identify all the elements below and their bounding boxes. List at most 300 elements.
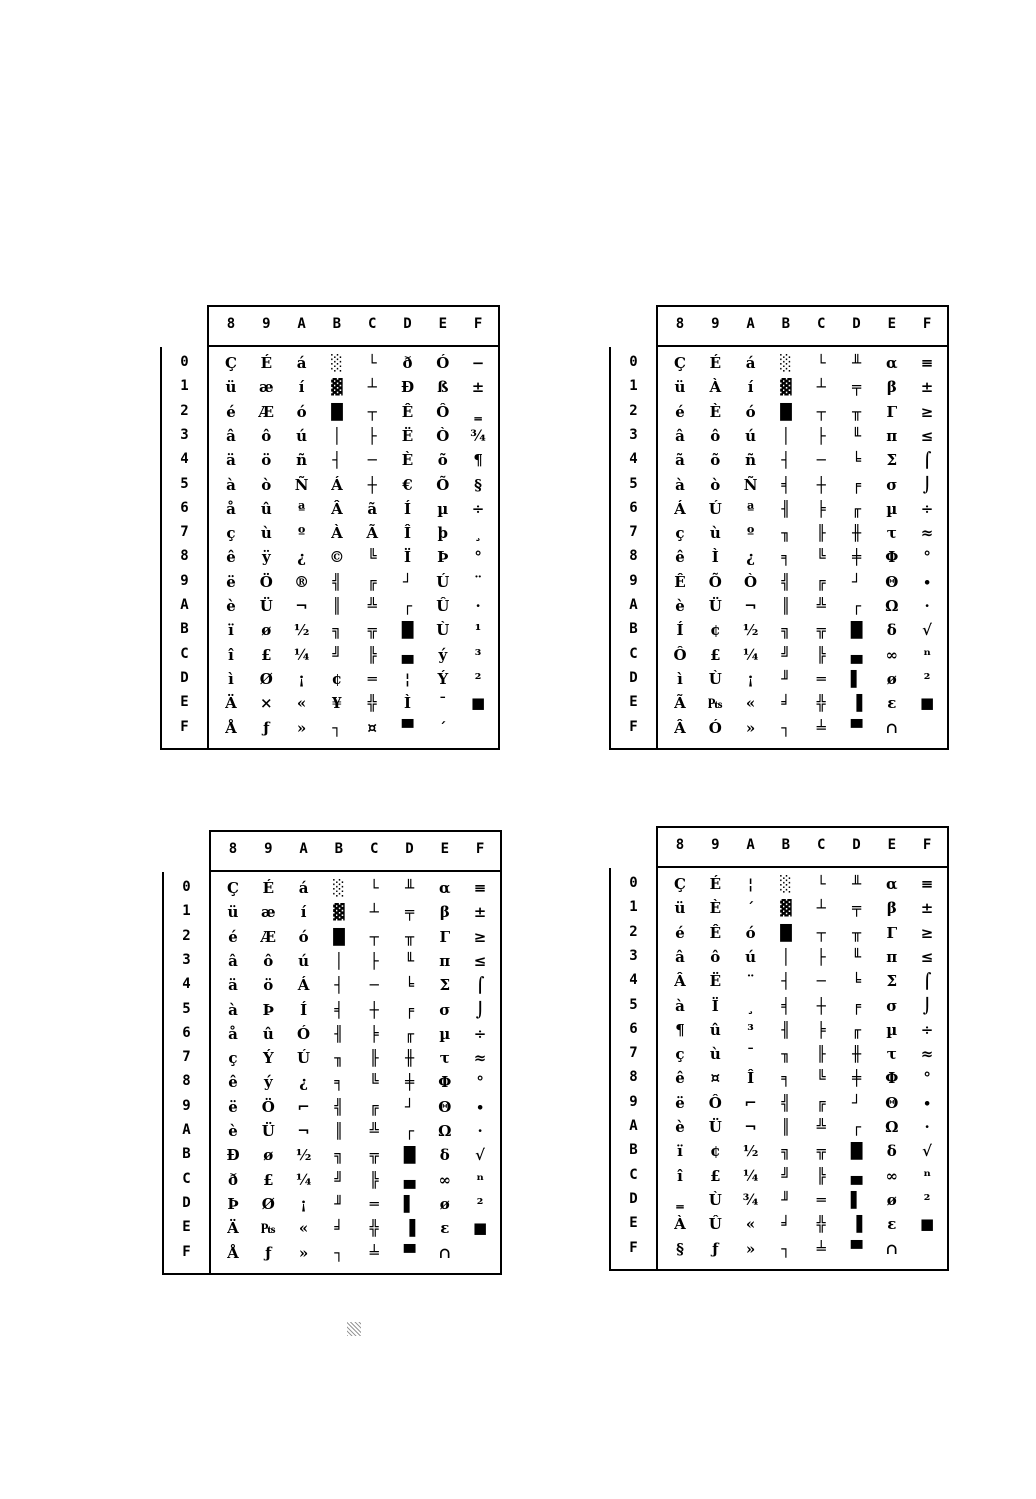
column-header: F	[473, 316, 483, 332]
table-cell: ì	[677, 669, 683, 688]
table-cell: σ	[439, 1000, 451, 1019]
table-cell: Â	[674, 718, 686, 737]
table-cell: ╚	[367, 548, 377, 567]
table-cell: ε	[887, 1215, 897, 1234]
column-header: 9	[264, 841, 273, 857]
row-header: B	[182, 1146, 191, 1163]
table-cell: ≤	[473, 951, 487, 970]
table-cell: ¯	[439, 694, 447, 713]
table-cell: █	[403, 1146, 416, 1165]
table-cell: Ü	[261, 1122, 275, 1140]
row-header: 7	[182, 1049, 191, 1066]
table-cell: ±	[473, 903, 487, 922]
table-cell: ╝	[781, 1166, 791, 1185]
table-cell: ε	[440, 1219, 450, 1238]
table-cell: §	[676, 1239, 684, 1258]
table-cell: ë	[675, 1093, 685, 1112]
table-cell: ╜	[781, 669, 791, 688]
table-cell: ≥	[920, 923, 934, 942]
row-header: A	[629, 1118, 638, 1134]
table-cell: Ω	[438, 1122, 452, 1140]
column-header: F	[922, 837, 932, 853]
table-cell: ñ	[296, 451, 308, 470]
table-cell: ý	[438, 645, 448, 664]
table-cell: ·	[477, 1122, 483, 1140]
table-cell: ¢	[710, 1142, 721, 1161]
table-cell: ½	[295, 1146, 312, 1165]
table-cell: ó	[296, 402, 307, 421]
table-cell: δ	[886, 1142, 897, 1161]
table-cell: ╧	[816, 1239, 826, 1258]
table-cell: ╝	[332, 645, 342, 664]
table-cell: ═	[816, 669, 826, 688]
table-cell: Î	[747, 1069, 755, 1088]
table-cell: ç	[675, 524, 685, 543]
row-header: 2	[180, 402, 189, 419]
table-cell: └	[816, 875, 826, 893]
table-cell: ¡	[300, 1194, 307, 1213]
table-cell: ▌	[850, 1190, 863, 1209]
table-cell: ¡	[298, 669, 305, 688]
table-cell: ₧	[708, 694, 723, 713]
table-cell: ê	[226, 548, 236, 567]
table-cell: ≈	[473, 1049, 487, 1068]
row-header: 1	[180, 378, 189, 395]
table-cell: î	[677, 1166, 683, 1185]
table-cell: ▐	[850, 1215, 863, 1234]
row-header: 9	[180, 572, 189, 589]
table-cell: ╣	[781, 1093, 791, 1112]
table-cell: σ	[886, 996, 898, 1015]
row-header: 3	[629, 947, 638, 964]
code-page-table-3	[162, 830, 502, 1275]
row-header: 0	[182, 879, 191, 895]
row-header-divider	[209, 832, 211, 1273]
table-cell: Θ	[885, 1093, 899, 1112]
table-cell: é	[226, 402, 236, 421]
table-cell: ¿	[746, 548, 755, 567]
row-header: C	[629, 645, 638, 662]
table-cell: ú	[298, 951, 310, 970]
table-cell: ⁿ	[923, 1166, 931, 1185]
table-cell: ▄	[850, 1166, 863, 1185]
table-cell: Ã	[674, 694, 686, 713]
table-cell: ╢	[781, 499, 791, 518]
table-cell: ú	[745, 947, 757, 966]
table-cell: â	[675, 947, 685, 966]
table-cell: ô	[261, 426, 272, 445]
table-cell: ╧	[369, 1243, 379, 1262]
table-cell: ▄	[850, 645, 863, 664]
table-cell: È	[709, 402, 722, 421]
table-cell: Õ	[708, 572, 722, 591]
table-cell: Í	[676, 621, 684, 640]
table-cell: ╞	[816, 1020, 826, 1039]
column-header: E	[887, 316, 897, 332]
table-cell: π	[439, 951, 451, 970]
table-cell: ╓	[404, 1024, 415, 1043]
table-cell: ┌	[851, 597, 862, 615]
table-cell: Û	[436, 597, 450, 615]
table-cell: ╥	[404, 927, 415, 946]
table-cell: ÿ	[261, 548, 271, 567]
table-cell: ▐	[850, 694, 863, 713]
table-cell: ¼	[742, 645, 759, 664]
table-cell: ╦	[816, 1142, 826, 1161]
table-cell: ¹	[474, 621, 482, 640]
table-cell: §	[474, 475, 483, 494]
table-cell: è	[675, 1118, 685, 1136]
table-cell: é	[228, 927, 238, 946]
table-cell: ├	[367, 426, 377, 445]
table-cell: ╩	[367, 597, 377, 615]
row-header: 9	[629, 1093, 638, 1110]
table-cell: á	[296, 354, 307, 372]
table-cell: ╤	[851, 378, 862, 397]
table-cell: ü	[674, 378, 686, 397]
table-cell: ½	[742, 621, 759, 640]
table-cell: └	[367, 354, 377, 372]
table-cell: ╙	[851, 947, 862, 966]
table-cell: ╦	[367, 621, 377, 640]
table-cell: ‗	[676, 1190, 684, 1209]
table-cell: ²	[476, 1194, 484, 1213]
table-cell: Γ	[886, 923, 898, 942]
table-cell: ³	[474, 645, 482, 664]
table-cell: ®	[294, 572, 310, 591]
table-cell: ├	[816, 426, 826, 445]
row-header: 7	[629, 524, 638, 541]
table-cell: ô	[710, 947, 721, 966]
table-cell: ô	[263, 951, 274, 970]
table-cell: Ú	[436, 572, 450, 591]
table-cell: ╤	[851, 899, 862, 918]
column-header: 9	[711, 837, 720, 853]
table-cell: ┐	[781, 1239, 791, 1258]
table-cell: Î	[403, 524, 412, 543]
table-cell: ×	[260, 694, 273, 713]
table-cell: ╠	[367, 645, 377, 664]
table-cell: Þ	[262, 1000, 274, 1019]
table-cell: ╩	[369, 1122, 379, 1140]
table-cell: ╫	[851, 1045, 862, 1064]
table-cell: ¢	[331, 669, 343, 688]
row-header: 5	[182, 1000, 191, 1017]
table-cell: ò	[710, 475, 721, 494]
table-cell: ┐	[781, 718, 791, 737]
table-cell: Ë	[709, 972, 722, 991]
table-cell: Ø	[259, 669, 273, 688]
table-cell: Ô	[708, 1093, 722, 1112]
table-cell: │	[334, 951, 344, 970]
table-cell: ╕	[334, 1073, 344, 1092]
table-cell: »	[298, 1243, 309, 1262]
table-cell: ╔	[816, 1093, 826, 1112]
table-cell: â	[226, 426, 236, 445]
column-header: D	[403, 316, 412, 332]
column-header: E	[438, 316, 448, 332]
table-cell: √	[475, 1146, 486, 1165]
table-cell: Ç	[227, 879, 239, 897]
table-cell: æ	[260, 903, 276, 922]
table-cell: é	[675, 402, 685, 421]
table-cell: ê	[228, 1073, 238, 1092]
column-header: A	[297, 316, 306, 332]
table-cell: ⁿ	[476, 1170, 484, 1189]
table-cell: ╣	[781, 572, 791, 591]
column-header: 8	[675, 837, 685, 853]
table-cell: Θ	[885, 572, 899, 591]
table-cell: ╚	[369, 1073, 379, 1092]
table-cell: Ù	[708, 669, 722, 688]
table-cell: ╗	[334, 1146, 344, 1165]
table-cell: ⌐	[744, 1093, 757, 1112]
table-cell: ´	[439, 718, 447, 737]
table-cell: █	[333, 927, 345, 946]
table-cell: ┘	[404, 1097, 415, 1116]
table-cell: û	[262, 1024, 274, 1043]
column-header: C	[816, 837, 826, 853]
table-cell: ü	[227, 903, 239, 922]
table-cell: ≈	[920, 524, 934, 543]
table-cell: ƒ	[265, 1243, 272, 1262]
row-header: 8	[180, 548, 189, 565]
table-cell: ¶	[675, 1020, 685, 1039]
table-cell: ░	[780, 354, 792, 372]
table-cell: ü	[674, 899, 686, 918]
table-cell: ³	[747, 1020, 754, 1039]
table-cell: Æ	[258, 402, 275, 421]
row-header: 0	[629, 354, 638, 370]
table-cell: Í	[403, 499, 412, 518]
table-cell: ‗	[474, 402, 482, 421]
row-header: 6	[629, 1020, 638, 1037]
row-header: 1	[629, 899, 638, 916]
table-cell: ∞	[438, 1170, 452, 1189]
table-cell: ≡	[920, 875, 934, 893]
table-cell: ╛	[781, 694, 791, 713]
table-cell: ã	[675, 451, 685, 470]
row-header: 4	[180, 451, 189, 468]
column-header: B	[781, 837, 791, 853]
table-cell: ∩	[885, 1239, 899, 1258]
row-header: 1	[629, 378, 638, 395]
table-cell: ì	[228, 669, 234, 688]
row-header-divider	[656, 307, 658, 748]
table-cell: ╜	[334, 1194, 344, 1213]
table-cell: ░	[331, 354, 343, 372]
table-cell: ╡	[781, 475, 791, 494]
stray-shade-mark	[347, 1322, 361, 1336]
row-header: A	[629, 597, 638, 613]
table-cell: â	[228, 951, 238, 970]
table-cell: ö	[261, 451, 272, 470]
table-cell: Ì	[711, 548, 719, 567]
row-header: C	[180, 645, 189, 662]
table-cell: É	[709, 875, 722, 893]
table-cell: ÷	[920, 1020, 934, 1039]
table-cell: ╪	[851, 1069, 862, 1088]
table-cell: ¡	[747, 669, 754, 688]
table-cell: Ò	[744, 572, 758, 591]
corner-blank	[162, 830, 209, 872]
table-cell: å	[226, 499, 236, 518]
table-cell: ┘	[851, 1093, 862, 1112]
row-header: D	[180, 669, 189, 686]
row-header: A	[182, 1122, 191, 1138]
table-cell: Ø	[261, 1194, 275, 1213]
corner-blank	[609, 305, 656, 347]
table-cell: ╞	[816, 499, 826, 518]
table-cell: ╒	[851, 996, 862, 1015]
table-cell: │	[781, 426, 791, 445]
table-cell: ÷	[920, 499, 934, 518]
table-cell: Þ	[227, 1194, 239, 1213]
table-cell: À	[674, 1215, 686, 1234]
corner-blank	[160, 305, 207, 347]
table-cell: ¬	[744, 1118, 757, 1136]
column-header: E	[887, 837, 897, 853]
code-page-table-1	[160, 305, 500, 750]
table-cell: ╡	[334, 1000, 344, 1019]
table-cell: ╖	[781, 524, 791, 543]
table-cell: Ü	[708, 597, 722, 615]
table-cell: Ú	[297, 1049, 311, 1068]
table-cell: ╠	[816, 645, 826, 664]
row-header: D	[182, 1194, 191, 1211]
table-cell: ┼	[369, 1000, 379, 1019]
table-cell: δ	[439, 1146, 450, 1165]
table-cell: ╫	[404, 1049, 415, 1068]
table-cell: ¸	[746, 996, 755, 1015]
table-cell: ¨	[746, 972, 755, 991]
table-cell: à	[226, 475, 236, 494]
table-cell: ⌠	[922, 972, 932, 991]
table-cell: ¬	[297, 1122, 310, 1140]
table-cell: ð	[402, 354, 413, 372]
table-cell: à	[228, 1000, 238, 1019]
table-cell: Ê	[709, 923, 722, 942]
table-cell: █	[331, 402, 343, 421]
table-cell: ²	[923, 1190, 931, 1209]
table-cell: Ô	[436, 402, 450, 421]
table-cell: ╝	[781, 645, 791, 664]
table-cell: █	[401, 621, 414, 640]
table-cell: ∞	[885, 1166, 899, 1185]
table-cell: ε	[887, 694, 897, 713]
table-cell: È	[709, 899, 722, 918]
table-cell: ▀	[401, 718, 414, 737]
table-cell: Φ	[438, 1073, 452, 1092]
table-cell: ø	[263, 1146, 274, 1165]
table-cell: ┐	[332, 718, 342, 737]
table-cell: ╙	[851, 426, 862, 445]
table-cell: ╕	[781, 1069, 791, 1088]
table-cell: Õ	[436, 475, 450, 494]
table-cell: ▓	[331, 378, 343, 397]
table-cell: ▓	[333, 903, 345, 922]
table-cell: ·	[924, 597, 930, 615]
table-cell: Ç	[674, 875, 686, 893]
table-cell: À	[331, 524, 343, 543]
table-cell: ¤	[367, 718, 377, 737]
table-cell: ╝	[334, 1170, 344, 1189]
table-cell: û	[260, 499, 272, 518]
row-header: E	[629, 1215, 638, 1232]
table-cell: ƒ	[712, 1239, 719, 1258]
table-cell: ╟	[816, 524, 826, 543]
table-cell: µ	[886, 1020, 898, 1039]
row-header: 8	[629, 1069, 638, 1086]
table-cell: ö	[263, 976, 274, 995]
row-header: 7	[180, 524, 189, 541]
table-cell: ¶	[473, 451, 483, 470]
table-cell: ó	[298, 927, 309, 946]
table-cell: ∩	[885, 718, 899, 737]
table-cell: É	[709, 354, 722, 372]
table-cell: ª	[746, 499, 755, 518]
table-cell: ■	[471, 694, 486, 713]
table-cell: ∩	[438, 1243, 452, 1262]
table-cell: α	[886, 354, 898, 372]
table-cell: ≥	[920, 402, 934, 421]
column-header: A	[746, 837, 755, 853]
table-cell: ╘	[851, 972, 862, 991]
table-cell: █	[780, 402, 792, 421]
table-cell: ≈	[920, 1045, 934, 1064]
table-cell: É	[262, 879, 275, 897]
table-cell: ≥	[473, 927, 487, 946]
table-cell: ╠	[816, 1166, 826, 1185]
table-cell: ¥	[331, 694, 343, 713]
column-header: B	[334, 841, 344, 857]
table-cell: ë	[228, 1097, 238, 1116]
table-cell: «	[745, 1215, 756, 1234]
column-header: B	[332, 316, 342, 332]
row-header: A	[180, 597, 189, 613]
table-cell: ▐	[403, 1219, 416, 1238]
table-cell: ⌡	[922, 996, 932, 1015]
table-cell: ┤	[781, 972, 791, 991]
table-cell: õ	[437, 451, 448, 470]
table-cell: ─	[816, 451, 826, 470]
table-cell: ╣	[334, 1097, 344, 1116]
table-cell: ╔	[369, 1097, 379, 1116]
row-header: 0	[180, 354, 189, 370]
table-cell: ª	[297, 499, 306, 518]
table-cell: ░	[333, 879, 345, 897]
table-cell: τ	[886, 1045, 897, 1064]
table-cell: β	[439, 903, 450, 922]
table-cell: ú	[296, 426, 308, 445]
code-page-table-4	[609, 826, 949, 1271]
row-header: 3	[182, 951, 191, 968]
table-cell: ß	[437, 378, 449, 397]
table-cell: £	[710, 1166, 721, 1185]
table-cell: ä	[226, 451, 236, 470]
table-cell: ╟	[369, 1049, 379, 1068]
table-cell: ã	[367, 499, 378, 518]
table-cell: æ	[258, 378, 274, 397]
table-cell: ç	[675, 1045, 685, 1064]
table-cell: Ω	[885, 597, 899, 615]
table-cell: ¸	[474, 524, 482, 543]
table-cell: Ê	[674, 572, 686, 591]
table-cell: Í	[300, 1000, 308, 1019]
table-cell: ý	[263, 1073, 273, 1092]
table-cell: ▄	[403, 1170, 416, 1189]
column-header: B	[781, 316, 791, 332]
